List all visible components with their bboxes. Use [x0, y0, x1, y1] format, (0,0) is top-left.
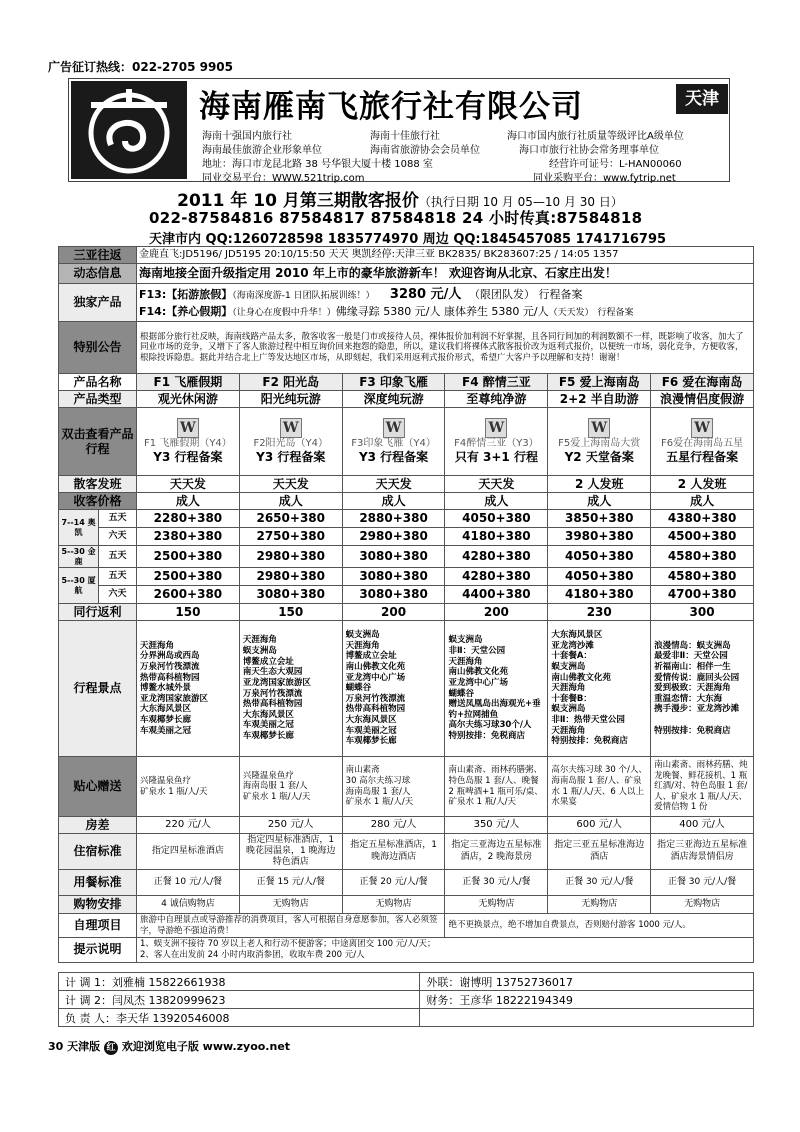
selfpay-row: 自理项目 旅游中自理景点或导游推荐的消费项目，客人可根据自身意愿参加，客人必须签字，导游绝不强迫消费！ 绝不更换景点，绝不增加自费景点，否则赔付游客 1000 元/人。: [59, 914, 754, 938]
price-row: 六天 2380+380 2750+380 2980+380 4180+380 3980+380 4500+380: [59, 528, 754, 546]
brand-badge-icon: 红: [104, 1041, 118, 1055]
price-row: 5--30 金鹿 五天 2500+380 2980+380 3080+380 4280+380 4050+380 4580+380: [59, 546, 754, 568]
rebate-row: 同行返利 150 150 200 200 230 300: [59, 604, 754, 621]
row-label: 动态信息: [59, 264, 137, 284]
product-type-row: 产品类型 观光休闲游 阳光纯玩游 深度纯玩游 至尊纯净游 2+2 半自助游 浪漫情侣度假游: [59, 391, 754, 408]
itinerary-row: [59, 408, 754, 476]
credential: 海南十佳旅行社: [370, 131, 440, 142]
product-type: 深度纯玩游: [342, 391, 445, 408]
staff-contacts: [58, 972, 754, 1027]
product-type: 至尊纯净游: [445, 391, 548, 408]
phone-line: 022-87584816 87584817 87584818 24 小时传真:87584818: [149, 209, 643, 227]
exec-dates: （执行日期 10 月 05—10 月 30 日）: [418, 195, 623, 209]
staff-contact: 负 责 人：李天华 13920546008: [59, 1009, 420, 1027]
itinerary-file[interactable]: W F1 飞雁假期（Y4） Y3 行程备案: [137, 408, 240, 476]
route-info: 金鹿直飞:JD5196/ JD5195 20:10/15:50 天天 奥凯经停:天津三亚 BK2835/ BK283607:25 / 14:05 1357: [137, 247, 754, 264]
product-name: F5 爱上海南岛: [548, 374, 651, 391]
ad-hotline: 广告征订热线：022-2705 9905: [48, 60, 234, 74]
itinerary-file[interactable]: W F3印象飞雁（Y4） Y3 行程备案: [342, 408, 445, 476]
itinerary-file[interactable]: W F2阳光岛（Y4） Y3 行程备案: [239, 408, 342, 476]
price-table: [58, 246, 754, 963]
price-row: 7--14 奥凯 五天 2280+380 2650+380 2880+380 4050+380 3850+380 4380+380: [59, 510, 754, 528]
route-row: [59, 247, 754, 264]
word-doc-icon[interactable]: W: [177, 418, 199, 438]
footer-link[interactable]: 欢迎浏览电子版 www.zyoo.net: [121, 1040, 291, 1053]
exclusive-row: 独家产品 F13:【拓游旅假】（海南深度游-1 日团队拓展训练！） 3280 元/人 （限团队发） 行程备案 F14:【养心假期】（让身心在度假中升华！）佛缘寻踪 5380 元/人 康体养生 5380 元/人（天天发） 行程备案: [59, 284, 754, 322]
word-doc-icon[interactable]: W: [280, 418, 302, 438]
product-name: F2 阳光岛: [239, 374, 342, 391]
product-code: F14:【养心假期】: [139, 305, 233, 318]
credential: 海口市国内旅行社质量等级评比A级单位: [507, 131, 684, 142]
city-badge: 天津: [676, 84, 728, 114]
product-name: F6 爱在海南岛: [651, 374, 754, 391]
credential: 海南最佳旅游企业形象单位: [202, 145, 322, 156]
staff-contact: 财务：王彦华 18222194349: [420, 991, 754, 1009]
company-logo: [71, 81, 187, 179]
departure-row: 散客发班 天天发 天天发 天天发 天天发 2 人发班 2 人发班: [59, 476, 754, 493]
news-text: 海南地接全面升级指定用 2010 年上市的豪华旅游新车！ 欢迎咨询从北京、石家庄出发！: [137, 264, 754, 284]
row-label: 特别公告: [59, 322, 137, 374]
row-label: 独家产品: [59, 284, 137, 322]
airline-label: 7--14 奥凯: [59, 510, 99, 546]
product-name: F3 印象飞雁: [342, 374, 445, 391]
itinerary-file[interactable]: W F6爱在海南岛五星 五星行程备案: [651, 408, 754, 476]
company-header: [68, 78, 730, 182]
row-label: 双击查看产品行程: [59, 408, 137, 476]
credential: 海南十强国内旅行社: [202, 131, 292, 142]
credential: 海口市旅行社协会常务理事单位: [519, 145, 659, 156]
spots-row: 行程景点 天涯海角 分界洲岛或西岛 万泉河竹筏漂流 热带高科植物园 博鳌水城外景 亚龙湾国家旅游区 大东海风景区 车观椰梦长廊 车观美丽之冠 天涯海角 蜈支洲岛 博鳌成立会址 南天生态大观园 亚龙湾国家旅游区 万泉河竹筏漂流 热带高科植物园 大东海风景区 车观美丽之冠 车观椰梦长廊 蜈支洲岛 天涯海角 博鳌成立会址 南山佛教文化苑 亚龙湾中心广场 蝴蝶谷 万泉河竹筏漂流 热带高科植物园 大东海风景区 车观美丽之冠 车观椰梦长廊 蜈支洲岛 非Ⅱ：天堂公园 天涯海角 南山佛教文化苑 亚龙湾中心广场 蝴蝶谷 赠送凤凰岛出海观光+垂钓+拉网捕鱼 高尔夫练习球30个/人 特别按排：免税商店 大东海风景区 亚龙湾沙滩 十套餐A： 蜈支洲岛 南山佛教文化苑 天涯海角 十套餐B： 蜈支洲岛 非Ⅱ：热带天堂公园 天涯海角 特别按排：免税商店 浪漫情岛：蜈支洲岛 最爱非Ⅱ：天堂公园 祈福南山：相伴一生 爱情传说：鹿回头公园 爱到极致：天涯海角 重温恋情：大东海 携手漫步：亚龙湾沙滩 特别按排：免税商店: [59, 621, 754, 757]
word-doc-icon[interactable]: W: [383, 418, 405, 438]
price-label-row: 收客价格 成人 成人 成人 成人 成人 成人: [59, 493, 754, 510]
gifts-row: 贴心赠送 兴隆温泉鱼疗 矿泉水 1 瓶/人/天 兴隆温泉鱼疗 海南岛服 1 套/人 矿泉水 1 瓶/人/天 南山素斋 30 高尔夫练习球 海南岛服 1 套/人 矿泉水 1 瓶/人/天 南山素斋、雨林药膳粥、特色岛服 1 套/人、晚餐 2 瓶啤酒+1 瓶可乐/桌、矿泉水 1 瓶/人/天 高尔夫练习球 30 个/人、海南岛服 1 套/人、矿泉水 1 瓶/人/天、6 人以上水果宴 南山素斋、雨林药膳、炖龙晚餐、鲜花接机、1 瓶红酒/对、特色岛服 1 套/人、矿泉水 1 瓶/人/天、爱情信物 1 份: [59, 757, 754, 817]
product-type: 2+2 半自助游: [548, 391, 651, 408]
product-type: 浪漫情侣度假游: [651, 391, 754, 408]
meal-row: 用餐标准 正餐 10 元/人/餐 正餐 15 元/人/餐 正餐 20 元/人/餐 正餐 30 元/人/餐 正餐 30 元/人/餐 正餐 30 元/人/餐: [59, 870, 754, 896]
page-number: 30 天津版: [48, 1040, 101, 1053]
row-label: 三亚往返: [59, 247, 137, 264]
company-name: 海南雁南飞旅行社有限公司: [199, 89, 583, 125]
remarks-row: 提示说明 1、蜈支洲不接待 70 岁以上老人和行动不便游客；中途离团交 100 元/人/天； 2、客人在出发前 24 小时内取消参团，收取车费 200 元/人: [59, 938, 754, 962]
shopping-row: 购物安排 4 诚信购物店 无购物店 无购物店 无购物店 无购物店 无购物店: [59, 896, 754, 914]
quote-title: 2011 年 10 月第三期散客报价（执行日期 10 月 05—10 月 30 日）: [177, 191, 623, 211]
notice-text: 根据部分旅行社反映，海南线路产品太多，散客收客一般是门市或接待人员，裸体报价加利润不好掌握，且各同行间加的利润数额不一样，既影响了收客，加大了同业市场的竞争，又增下了客人旅游过程中相互询价回来抱怨的隐患，所以，建议我们将裸体式散客报价改为返利式报价，以便统一市场，弱化竞争，方便收客，根除投诉隐患。据此并结合北上广等发达地区市场，从即刻起，我们采用返利式报价形式，希望广大客户予以理解和支持！谢谢！: [137, 322, 754, 374]
word-doc-icon[interactable]: W: [485, 418, 507, 438]
product-name: F4 醉情三亚: [445, 374, 548, 391]
price-row: 六天 2600+380 3080+380 3080+380 4400+380 4180+380 4700+380: [59, 586, 754, 604]
price-row: 5--30 厦航 五天 2500+380 2980+380 3080+380 4280+380 4050+380 4580+380: [59, 568, 754, 586]
purchase-platform: 同业采购平台：www.fytrip.net: [533, 173, 676, 184]
word-doc-icon[interactable]: W: [691, 418, 713, 438]
staff-contact: 外联：谢博明 13752736017: [420, 973, 754, 991]
product-type: 观光休闲游: [137, 391, 240, 408]
page-footer: [48, 1038, 290, 1055]
news-row: [59, 264, 754, 284]
license-number: 经营许可证号：L-HAN00060: [549, 159, 682, 170]
notice-row: [59, 322, 754, 374]
itinerary-file[interactable]: W F5爱上海南岛大赏 Y2 天堂备案: [548, 408, 651, 476]
trade-platform: 同业交易平台：WWW.521trip.com: [202, 173, 365, 184]
airline-label: 5--30 厦航: [59, 568, 99, 604]
credential: 海南省旅游协会会员单位: [370, 145, 480, 156]
product-name: F1 飞雁假期: [137, 374, 240, 391]
itinerary-file[interactable]: W F4醉情三亚（Y3） 只有 3+1 行程: [445, 408, 548, 476]
word-doc-icon[interactable]: W: [588, 418, 610, 438]
qq-line: 天津市内 QQ:1260728598 1835774970 周边 QQ:1845457085 1741716795: [149, 232, 667, 247]
hotel-row: 住宿标准 指定四星标准酒店 指定四星标准酒店，1 晚花园温泉，1 晚海边特色酒店 指定五星标准酒店，1 晚海边酒店 指定三亚海边五星标准酒店，2 晚海景房 指定三亚五星标准海边酒店 指定三亚海边五星标准酒店海景情侣房: [59, 834, 754, 870]
exclusive-price: 3280 元/人: [389, 286, 462, 302]
staff-contact: 计 调 2：闫凤杰 13820999623: [59, 991, 420, 1009]
airline-label: 5--30 金鹿: [59, 546, 99, 568]
room-diff-row: 房差 220 元/人 250 元/人 280 元/人 350 元/人 600 元/人 400 元/人: [59, 817, 754, 834]
staff-contact: 计 调 1：刘雅楠 15822661938: [59, 973, 420, 991]
product-code: F13:【拓游旅假】: [139, 287, 233, 301]
product-type: 阳光纯玩游: [239, 391, 342, 408]
company-address: 地址：海口市龙昆北路 38 号华银大厦十楼 1088 室: [202, 159, 433, 170]
product-name-row: 产品名称 F1 飞雁假期 F2 阳光岛 F3 印象飞雁 F4 醉情三亚 F5 爱上海南岛 F6 爱在海南岛: [59, 374, 754, 391]
